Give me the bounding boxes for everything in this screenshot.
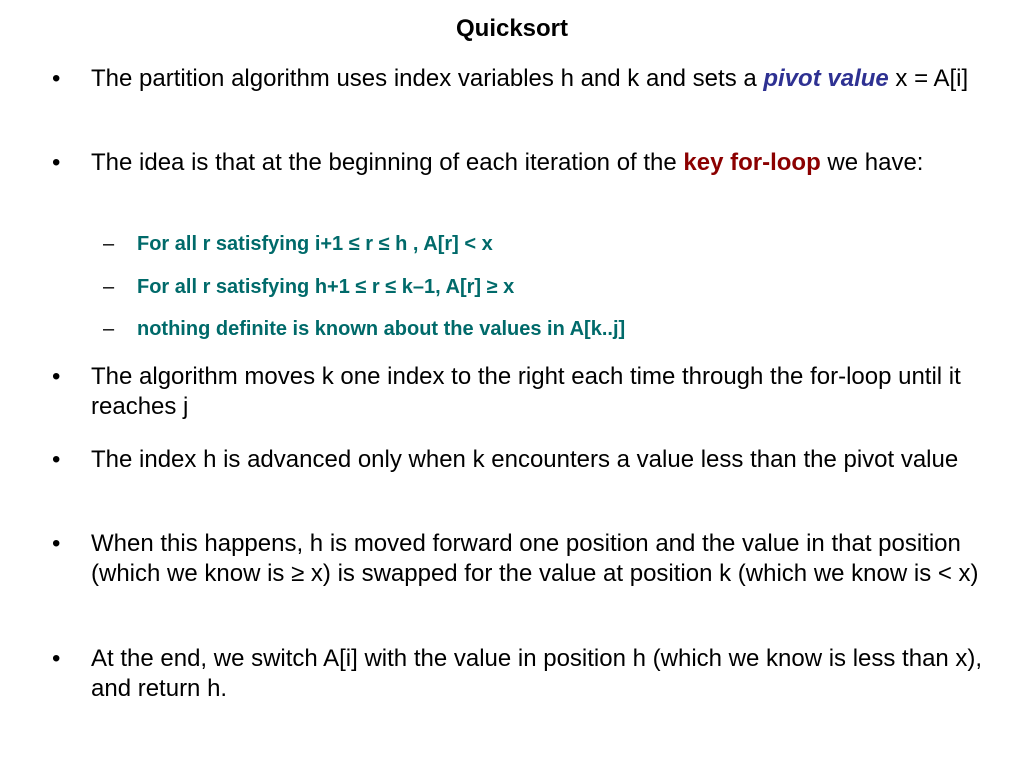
bullet-mark: • xyxy=(52,149,61,176)
sub-bullet-mark: – xyxy=(103,318,115,340)
sub-bullet-mark: – xyxy=(103,276,115,298)
slide-title: Quicksort xyxy=(455,15,569,42)
bullet-text-pre: The partition algorithm uses index variables h and k and sets a xyxy=(91,65,764,92)
pivot-value-emphasis: pivot value xyxy=(763,65,889,92)
bullet-mark: • xyxy=(52,363,61,390)
bullet-text-post: x = A[i] xyxy=(888,65,969,92)
sub-bullet-text: nothing definite is known about the values in A[k..j] xyxy=(137,318,626,340)
bullet-text: The algorithm moves k one index to the right each time through the for-loop until it reaches j xyxy=(91,363,961,420)
bullet-text: When this happens, h is moved forward one position and the value in that position (which we know is ≥ x) is swapped for the value at position k (which we know is < x) xyxy=(91,530,979,587)
sub-bullet-mark: – xyxy=(103,233,115,255)
sub-bullet-text: For all r satisfying i+1 ≤ r ≤ h , A[r] < x xyxy=(137,233,493,255)
bullet-text-post: we have: xyxy=(820,149,924,176)
bullet-text xyxy=(91,64,986,94)
sub-bullet-text: For all r satisfying h+1 ≤ r ≤ k–1, A[r] ≥ x xyxy=(137,276,515,298)
bullet-text xyxy=(91,148,986,178)
bullet-mark: • xyxy=(52,645,61,672)
bullet-text: At the end, we switch A[i] with the value in position h (which we know is less than x), and return h. xyxy=(91,645,983,702)
bullet-text-pre: The idea is that at the beginning of each iteration of the xyxy=(91,149,684,176)
bullet-mark: • xyxy=(52,446,61,473)
bullet-mark: • xyxy=(52,530,61,557)
bullet-text: The index h is advanced only when k encounters a value less than the pivot value xyxy=(91,446,959,473)
key-for-loop-emphasis: key for-loop xyxy=(683,149,821,176)
bullet-mark: • xyxy=(52,65,61,92)
